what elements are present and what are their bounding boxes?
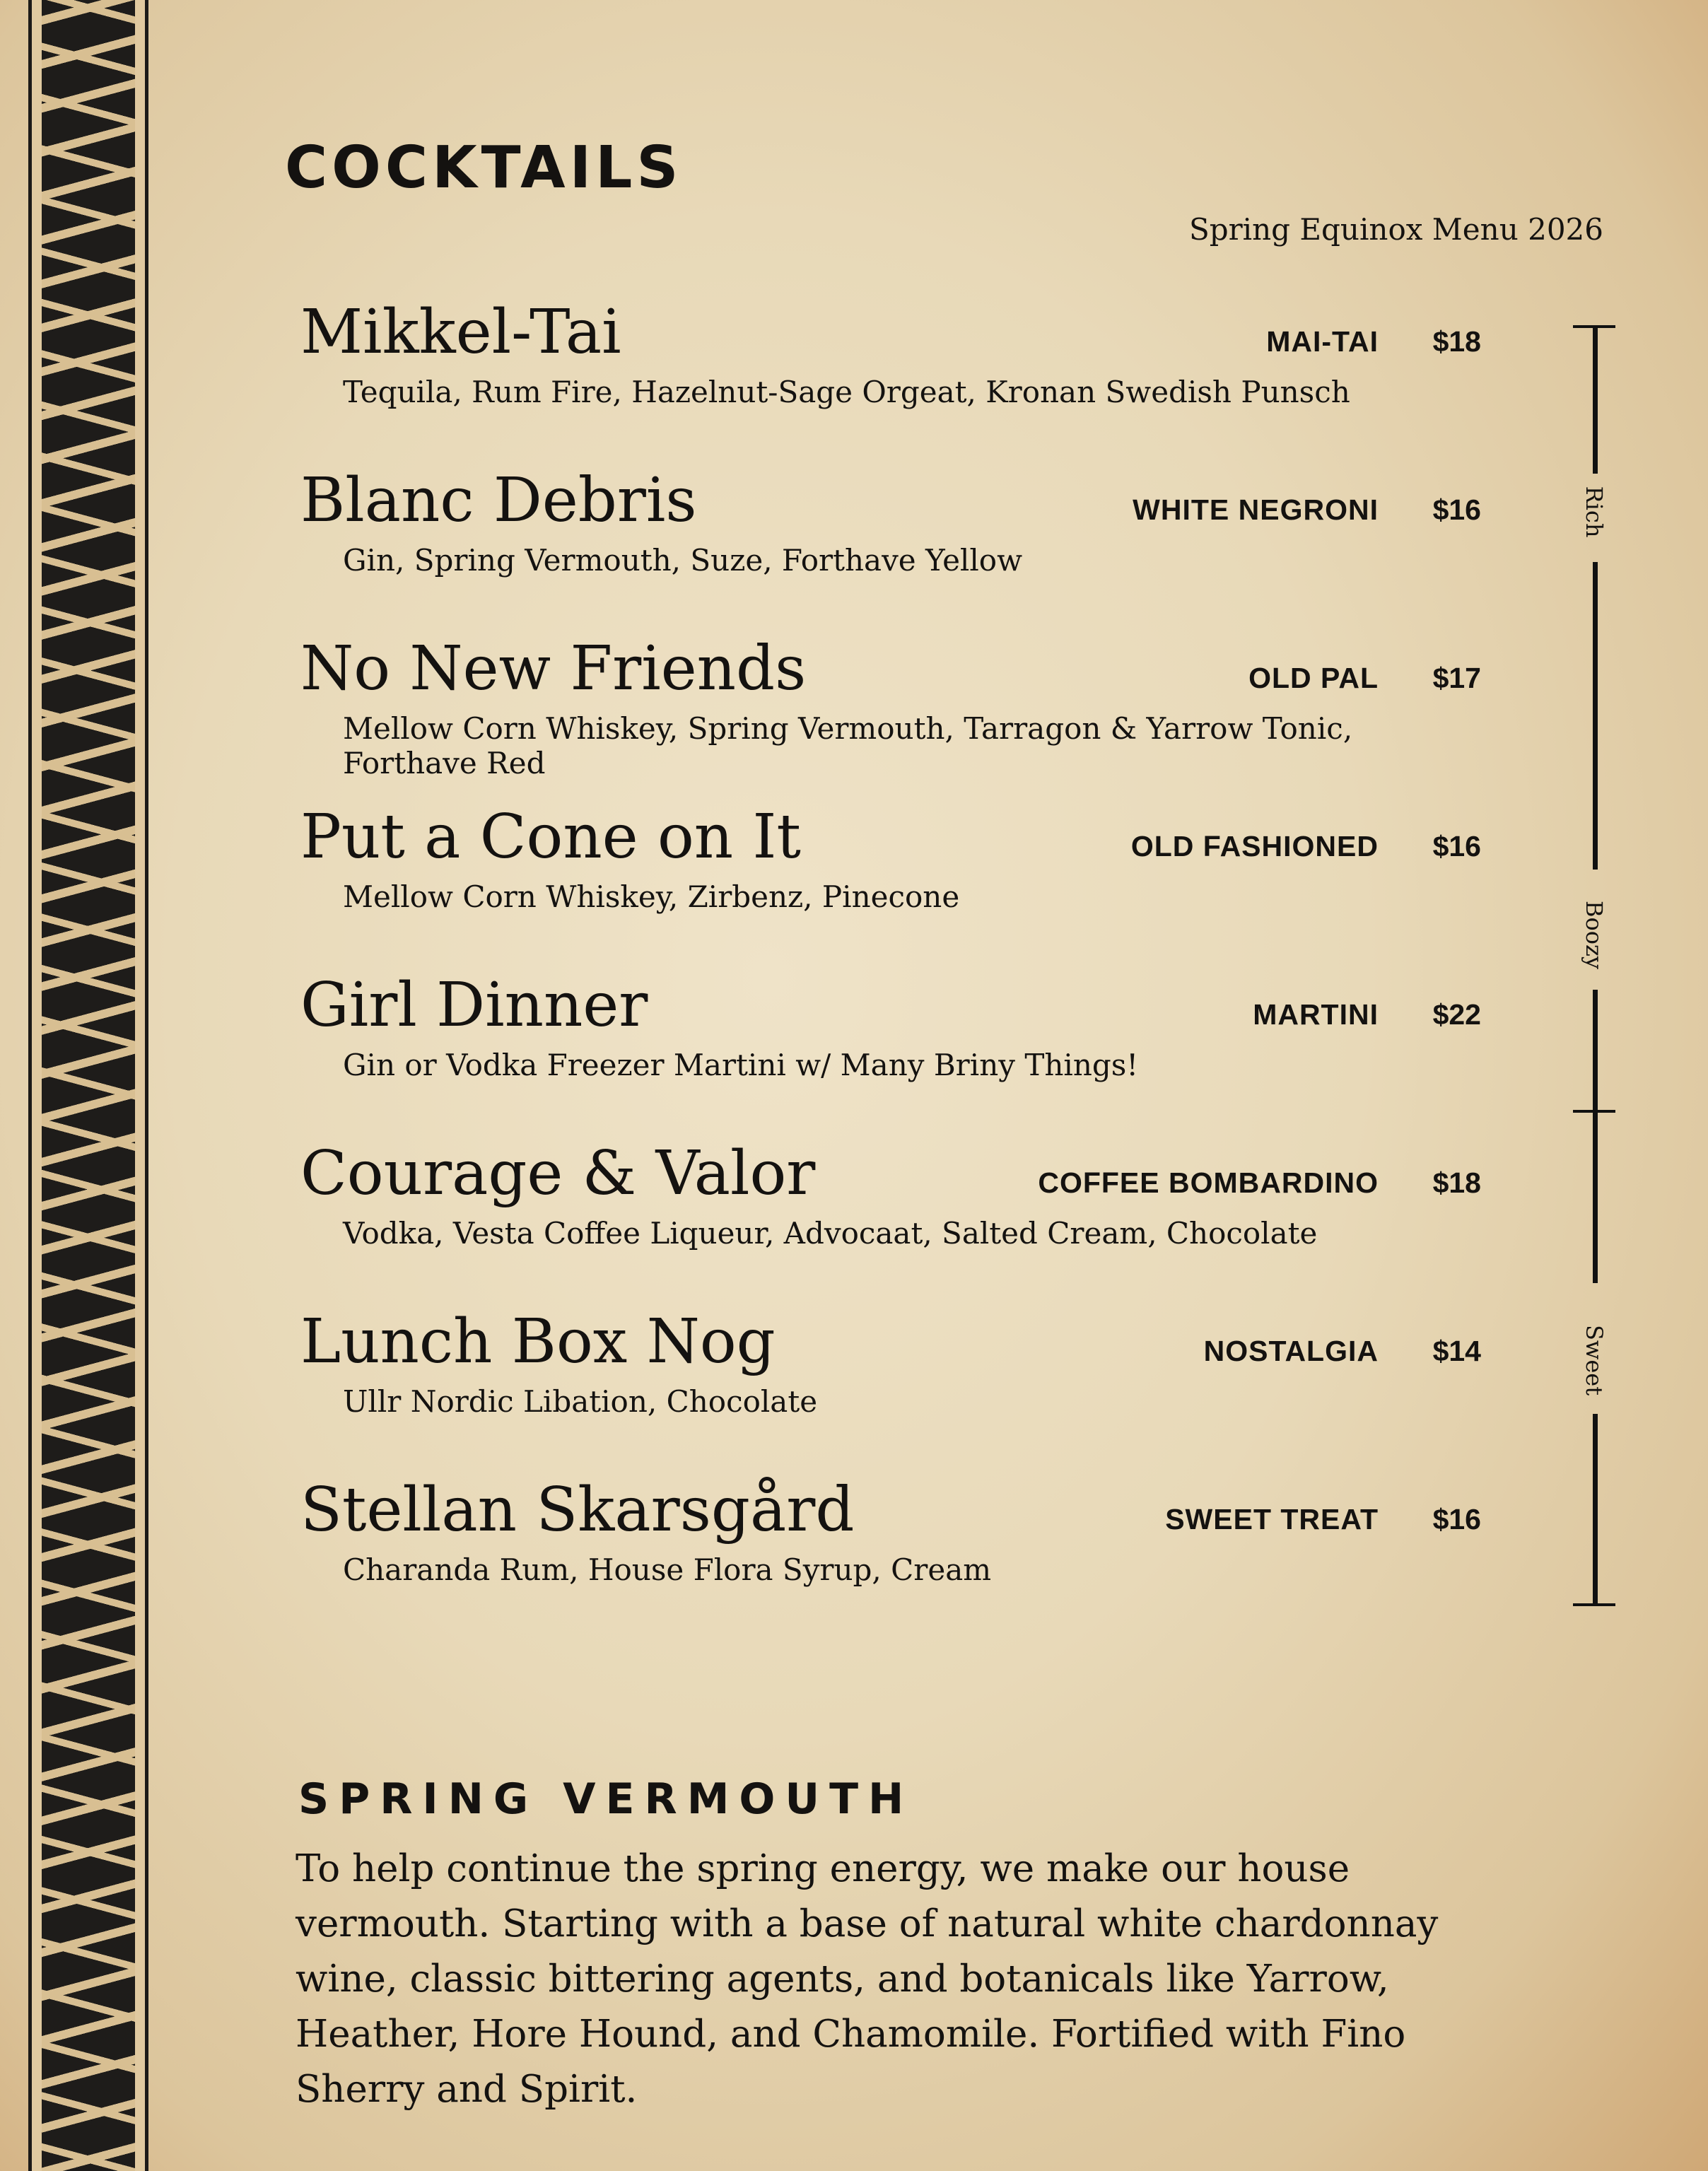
decorative-border [28, 0, 148, 2171]
knotwork-pattern [42, 0, 135, 2171]
scale-line [1593, 990, 1598, 1283]
cocktail-style: NOSTALGIA [1203, 1335, 1379, 1367]
cocktail-name: Stellan Skarsgård [300, 1475, 855, 1545]
cocktail-style: MARTINI [1253, 998, 1379, 1031]
scale-label-boozy: Boozy [1581, 901, 1608, 969]
cocktail-price: $18 [1432, 1166, 1481, 1199]
cocktail-price: $17 [1432, 662, 1481, 694]
page-title: COCKTAILS [285, 134, 683, 201]
cocktail-price: $18 [1432, 325, 1481, 358]
cocktail-name: Girl Dinner [300, 970, 648, 1041]
cocktail-name: No New Friends [300, 633, 807, 704]
menu-item [300, 1306, 1481, 1462]
menu-item [300, 633, 1481, 789]
menu-item [300, 465, 1481, 621]
cocktail-name: Blanc Debris [300, 465, 697, 536]
cocktail-price: $22 [1432, 998, 1481, 1031]
scale-tick-bottom [1573, 1603, 1615, 1606]
cocktail-ingredients: Mellow Corn Whiskey, Zirbenz, Pinecone [343, 879, 960, 914]
cocktail-ingredients: Gin or Vodka Freezer Martini w/ Many Briny Things! [343, 1048, 1139, 1082]
cocktail-style: WHITE NEGRONI [1133, 493, 1379, 526]
menu-subtitle: Spring Equinox Menu 2026 [1188, 212, 1603, 247]
menu-item [300, 1138, 1481, 1294]
cocktail-price: $16 [1432, 1503, 1481, 1535]
cocktail-ingredients: Vodka, Vesta Coffee Liqueur, Advocaat, Salted Cream, Chocolate [343, 1216, 1318, 1251]
cocktail-name: Put a Cone on It [300, 802, 801, 872]
cocktail-ingredients: Tequila, Rum Fire, Hazelnut-Sage Orgeat, Kronan Swedish Punsch [343, 375, 1350, 409]
scale-line [1593, 325, 1598, 474]
cocktail-ingredients: Mellow Corn Whiskey, Spring Vermouth, Tarragon & Yarrow Tonic, Forthave Red [343, 711, 1353, 780]
scale-label-sweet: Sweet [1581, 1325, 1608, 1396]
cocktail-name: Mikkel-Tai [300, 297, 621, 368]
cocktail-style: SWEET TREAT [1165, 1503, 1379, 1535]
cocktail-style: COFFEE BOMBARDINO [1038, 1166, 1379, 1199]
cocktail-ingredients: Ullr Nordic Libation, Chocolate [343, 1384, 818, 1419]
vermouth-description: To help continue the spring energy, we make our house vermouth. Starting with a base of natural white chardonnay wine, classic bittering agents, and botanicals like Yarrow, Heather, Hore Hound, and Chamomile. Fortified with Fino Sherry and Spirit. [296, 1847, 1439, 2111]
menu-item [300, 1475, 1481, 1630]
menu-item [300, 802, 1481, 957]
cocktail-name: Courage & Valor [300, 1138, 816, 1209]
cocktail-style: OLD PAL [1248, 662, 1379, 694]
scale-line [1593, 562, 1598, 870]
cocktail-style: MAI-TAI [1266, 325, 1379, 358]
cocktail-style: OLD FASHIONED [1130, 830, 1379, 862]
cocktail-price: $14 [1432, 1335, 1481, 1367]
scale-line [1593, 1414, 1598, 1606]
scale-tick-middle [1573, 1110, 1615, 1113]
cocktail-price: $16 [1432, 830, 1481, 862]
cocktail-ingredients: Charanda Rum, House Flora Syrup, Cream [343, 1552, 992, 1587]
cocktail-price: $16 [1432, 493, 1481, 526]
cocktail-ingredients: Gin, Spring Vermouth, Suze, Forthave Yellow [343, 543, 1023, 578]
cocktail-name: Lunch Box Nog [300, 1306, 776, 1377]
menu-item [300, 970, 1481, 1125]
section-title-vermouth: SPRING VERMOUTH [298, 1774, 914, 1824]
menu-item [300, 297, 1481, 452]
scale-label-rich: Rich [1581, 486, 1608, 538]
